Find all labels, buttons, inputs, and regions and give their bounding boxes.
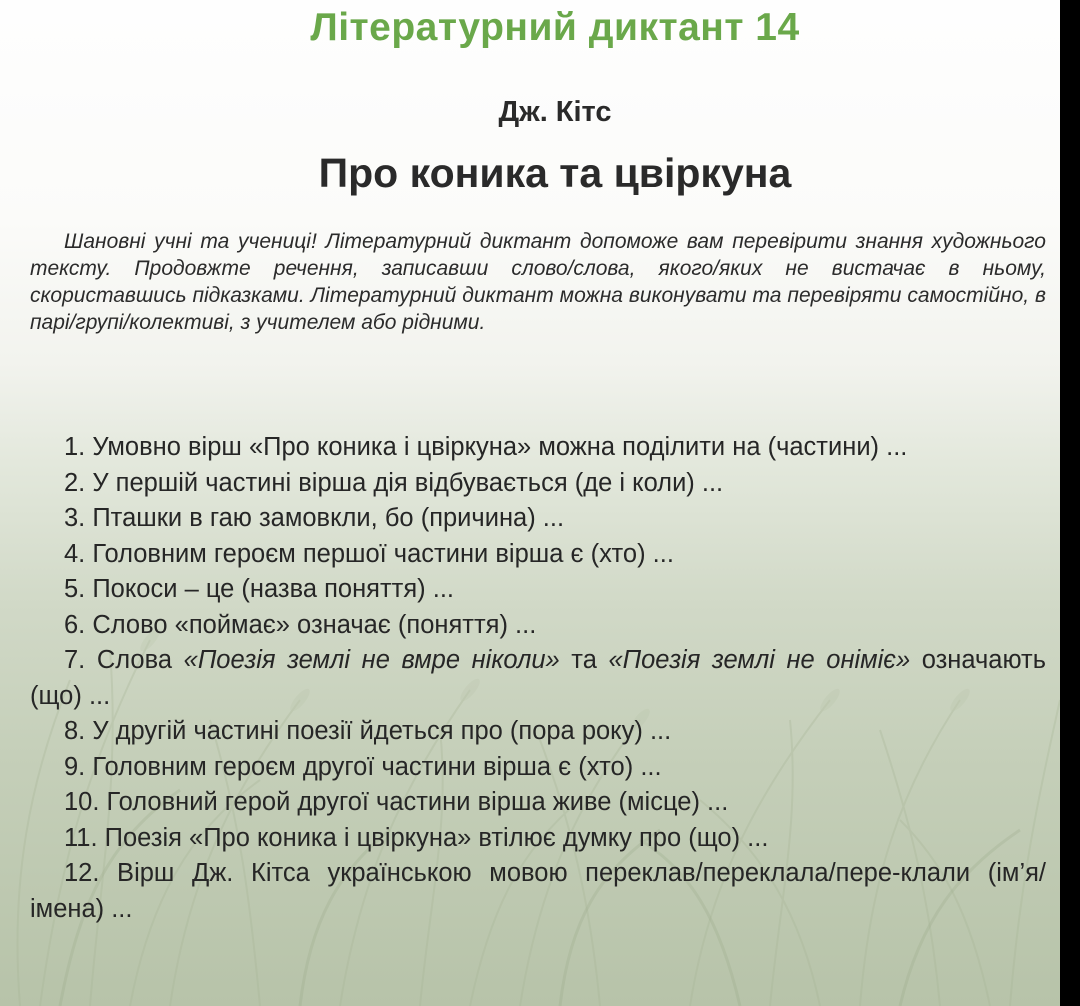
question-item: 6. Слово «поймає» означає (поняття) ... [64,610,537,639]
poem-quote: «Поезія землі не оніміє» [608,646,911,674]
author-name: Дж. Кітс [498,96,612,128]
question-suffix: означають (що) ... [30,646,1047,710]
question-item: 2. У першій частині вірша дія відбувається (де і коли) ... [64,468,724,497]
question-item [30,643,1046,714]
question-item: 12. Вірш Дж. Кітса українською мовою переклав/переклала/пере-клали (ім’я/імена) ... [30,859,1046,923]
question-item: 9. Головним героєм другої частини вірша є (хто) ... [64,752,662,781]
question-prefix: 7. Слова [64,646,184,674]
question-list [30,430,1046,927]
question-item: 5. Покоси – це (назва поняття) ... [64,575,454,603]
question-item: 3. Пташки в гаю замовкли, бо (причина) ... [64,504,565,532]
question-item: 11. Поезія «Про коника і цвіркуна» втілює думку про (що) ... [64,823,769,852]
page-title: Літературний диктант 14 [310,6,800,49]
question-item: 10. Головний герой другої частини вірша живе (місце) ... [64,788,729,816]
poem-quote: «Поезія землі не вмре ніколи» [183,646,560,674]
poem-title: Про коника та цвіркуна [318,150,792,196]
intro-paragraph: Шановні учні та учениці! Літературний диктант допоможе вам перевірити знання художнього тексту. Продовжте речення, записавши слово/слова, якого/яких не вистачає в ньому, скориставшись підказками. Літературний диктант можна виконувати та перевіряти самостійно, в парі/групі/колективі, з учителем або рідними. [30,230,1046,334]
right-edge-strip [1060,0,1080,1006]
question-item: 8. У другій частині поезії йдеться про (пора року) ... [64,717,672,745]
question-item: 1. Умовно вірш «Про коника і цвіркуна» можна поділити на (частини) ... [64,433,908,461]
question-connector: та [559,646,609,674]
question-item: 4. Головним героєм першої частини вірша є (хто) ... [64,539,674,568]
